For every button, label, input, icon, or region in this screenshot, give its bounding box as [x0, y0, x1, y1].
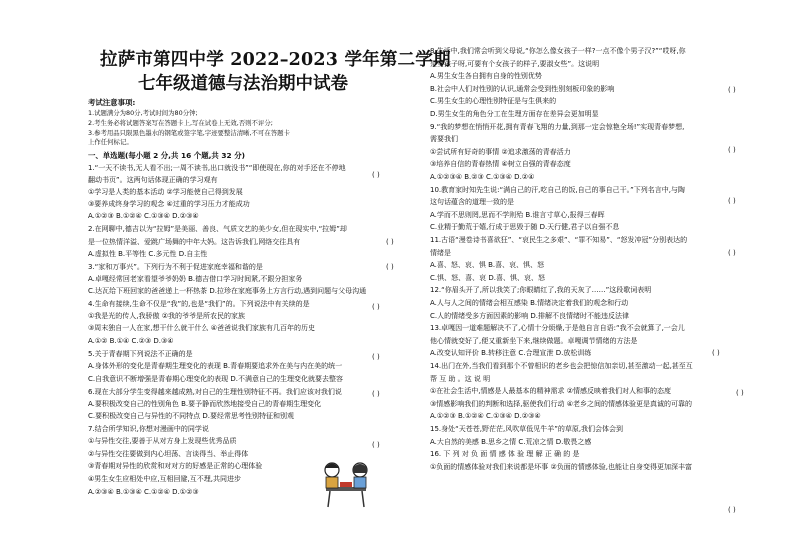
left-column-line: A.虚拟性 B.平等性 C.多元性 D.自主性 [88, 250, 208, 258]
section1-heading: 一、单选题(每小题 2 分,共 16 个题,共 32 分) [88, 151, 245, 160]
answer-paren-q16: ( ) [728, 506, 736, 514]
answer-paren-q11: ( ) [728, 249, 736, 257]
right-column-line: D.男生女生的角色分工在生理方面存在差异会更加明显 [430, 110, 599, 118]
left-column-line: C.达瓦给下班回家的爸爸递上一杯热茶 D.拉珍在家庭事务上方言行动,遇到问题与父母沟通 [88, 287, 367, 295]
right-column-line: ③培养自信的青春热情 ④树立自强的青春态度 [430, 160, 571, 169]
right-column-line: 情绪是 [430, 248, 451, 257]
right-column-line: 11.古语“漫卷诗书喜欲狂”、“哀民生之多艰”、“罪不知易”、“怒发冲冠”分别表达的 [430, 236, 688, 244]
left-column-line: 7.结合所学知识,你想对漫画中的同学说 [88, 425, 209, 433]
right-column-line: 12.“你眉头开了,所以我笑了;你眼睛红了,我的天灰了……”这段歌词表明 [430, 286, 652, 295]
right-column-line: 是女孩子呀,可要有个女孩子的样子,要淑女些”。这说明 [430, 59, 600, 68]
left-column-line: ③青春期对异性的欣赏和对对方的好感是正常的心理体验 [88, 462, 263, 470]
right-column-line: ①尝试所有好奇的事情 ②追求激荡的青春活力 [430, 147, 571, 156]
notice-item: 1.试题满分为80分,考试时间为80分钟; [88, 109, 198, 117]
answer-paren-q10: ( ) [728, 197, 736, 205]
answer-paren-q13: ( ) [712, 349, 720, 357]
exam-title-line1: 拉萨市第四中学 2022–2023 学年第二学期 [100, 50, 451, 70]
right-column-line: A.①②③ B.①②④ C.①③④ D.②③④ [430, 412, 541, 421]
answer-paren-q3: ( ) [386, 263, 394, 271]
right-column-line: C.惧、怒、喜、哀 D.喜、惧、哀、怒 [430, 273, 545, 282]
right-column-line: C.人的情绪受多方面因素的影响 D.排解不良情绪时不能违反法律 [430, 311, 629, 320]
right-column-line: A.①②③④ B.②③ C.①③④ D.②④ [430, 173, 535, 181]
answer-paren-q2: ( ) [386, 238, 394, 246]
left-column-line: ①与异性交往,要善于从对方身上发现些优秀品质 [88, 437, 237, 445]
right-column-line: A.人与人之间的情绪会相互感染 B.情绪决定着我们的观念和行动 [430, 299, 629, 307]
right-column-line: 他心情就变好了,便又重新坐下来,继续做题。卓嘎调节情绪的方法是 [430, 336, 638, 345]
left-column-line: A.②③④ B.①③④ C.①②④ D.①②③ [88, 488, 199, 496]
left-column-line: ④男生女生应相处中应,互相回避,互不理,共同进步 [88, 475, 241, 483]
left-column-line: A.身体外形的变化是青春期生理变化的表现 B.青春期要追求外在美与内在美的统一 [88, 362, 343, 370]
right-column-line: A.学而不思则罔,思而不学则殆 B.谁言寸草心,报得三春晖 [430, 210, 605, 219]
left-column-line: 1.“一天不读书,无人看不出;一周不读书,出口就没书”“即使现在,你的对手还在不停地 [88, 164, 346, 172]
right-column-line: A.喜、怒、哀、惧 B.喜、哀、惧、怒 [430, 261, 545, 270]
left-column-line: C.自我意识不断增强是青春期心理变化的表现 D.不满意自己的生理变化就要去整容 [88, 375, 343, 383]
left-column-line: C.要积极改变自己与异性的不同特点 D.要经常思考性别特征和别观 [88, 412, 294, 420]
right-column-line: ①负面的情感体验对我们来说都是坏事 ②负面的情感体验,也能让自身变得更加深丰富 [430, 462, 692, 471]
right-column-line: ③情感影响我们的判断和选择,驱使我们行动 ④老乡之间的情感体验更是真诚的可靠的 [430, 399, 692, 408]
right-column-line: 9.“我的梦想在悄悄开花,拥有青春飞翔的力量,到那一定会惊艳全场!”实现青春梦想, [430, 122, 685, 131]
right-column-line: C.业精于勤荒于嬉,行成于思毁于随 D.天行健,君子以自强不息 [430, 223, 620, 232]
left-column-line: 6.现在大部分学生变得越来越成熟,对自己的生理性别特征不再。我们应该对我们说 [88, 388, 342, 396]
right-column-line: 需要我们 [430, 135, 458, 144]
right-column-line: A.大自然的美感 B.思乡之情 C.荒凉之情 D.敬畏之感 [430, 437, 592, 446]
right-column-line: 15.身处“天苍苍,野茫茫,风吹草低见牛羊”的草原,我们会体会到 [430, 425, 624, 433]
left-column-line: A.卓嘎经常回老家看望爷爷奶奶 B.德吉借口学习时间紧,不跟分担家务 [88, 275, 303, 283]
left-column-line: 是一位热情洋溢、爱跳广场舞的中年大妈。这告诉我们,网络交往具有 [88, 238, 301, 246]
left-column-line: 4.生命有接续,生命不仅是“我”的,也是“我们”的。下列说法中有关续的是 [88, 300, 310, 308]
left-column-line: ②与异性交往要做到内心坦荡、言谈得当、举止得体 [88, 450, 249, 458]
right-column-line: 16. 下 列 对 负 面 情 感 体 验 理 解 正 确 的 是 [430, 450, 580, 459]
left-column-line: 2.在网聊中,德吉以为“拉姆”是美丽、善良、气质文艺的美少女,但在现实中,“拉姆”却 [88, 225, 347, 233]
answer-paren-q14: ( ) [736, 389, 744, 397]
right-column-line: ①在社会生活中,情感是人最基本的精神需求 ②情感反映着我们对人和事的态度 [430, 387, 671, 396]
left-column-line: ③周末独自一人在家,想干什么就干什么 ④爸爸说我们家族有几百年的历史 [88, 324, 316, 332]
left-column-line: 5.关于青春期下列说法不正确的是 [88, 350, 193, 358]
left-column-line: A.①② B.①④ C.②③ D.③④ [88, 337, 174, 345]
right-column-line: 8.生活中,我们常会听到父母说,“你怎么像女孩子一样?一点不像个男子汉?”“哎呀,你 [430, 47, 686, 55]
notice-item: 上作任何标记。 [88, 138, 133, 146]
right-column-line: B.社会中人们对性别的认识,通常会受到性别刻板印象的影响 [430, 84, 615, 93]
right-column-line: C.男生女生的心理性别特征是与生俱来的 [430, 97, 557, 106]
left-column-line: 翻动书页”。这两句话体现正确的学习观有 [88, 176, 218, 184]
right-column-line: 13.卓嘎因一道难题解决不了,心情十分烦燥,于是他自言自语:“我不会就算了,一会儿 [430, 324, 685, 333]
answer-paren-q5: ( ) [372, 353, 380, 361]
right-column-line: 14.出门在外,当我们看到那个不曾相识的老乡也会把惊信加亲切,甚至激动一起,甚至互 [430, 362, 693, 370]
left-column-line: ③要养成终身学习的观念 ④过重的学习压力才能成功 [88, 200, 250, 208]
exam-title-line2: 七年级道德与法治期中试卷 [138, 74, 348, 94]
answer-paren-q7: ( ) [372, 441, 380, 449]
answer-paren-q1: ( ) [372, 171, 380, 179]
right-column-line: A.改变认知评价 B.转移注意 C.合理宣泄 D.放松训练 [430, 349, 592, 358]
answer-paren-q4: ( ) [372, 303, 380, 311]
right-column-line: 这句话蕴含的道理一致的是 [430, 198, 514, 207]
cartoon-illustration [316, 457, 376, 509]
left-column-line: A.①②③ B.①②④ C.①③④ D.②③④ [88, 212, 199, 220]
notice-item: 3.参考用品只限黑色墨水的钢笔或签字笔,字迹要整洁清晰,不可在答题卡 [88, 129, 290, 137]
left-column-line: A.要积极改变自己的性别角色 B.要予静而欣然地接受自己的青春期生理变化 [88, 400, 322, 408]
right-column-line: 帮 互 助 。这 说 明 [430, 374, 491, 383]
notice-heading: 考试注意事项: [88, 98, 136, 107]
answer-paren-q9: ( ) [728, 146, 736, 154]
notice-item: 2.考生务必将试题答案写在答题卡上,写在试卷上无效,否则不评分; [88, 119, 273, 127]
left-column-line: ①我是光的传人,我骄傲 ②我的爷爷是所农民的家族 [88, 312, 246, 320]
left-column-line: 3.“家和万事兴”。下列行为不利于促进家庭幸福和谐的是 [88, 263, 263, 271]
left-column-line: ①学习是人类的基本活动 ②学习能使自己得到发展 [88, 188, 243, 196]
answer-paren-q6: ( ) [372, 390, 380, 398]
answer-paren-q8: ( ) [728, 86, 736, 94]
right-column-line: A.男生女生各自拥有自身的性别优势 [430, 72, 542, 81]
right-column-line: 10.教育家时知先生说:“满自己的汗,吃自己的饭,自己的事自己干。”下列名言中,与陶 [430, 185, 685, 194]
